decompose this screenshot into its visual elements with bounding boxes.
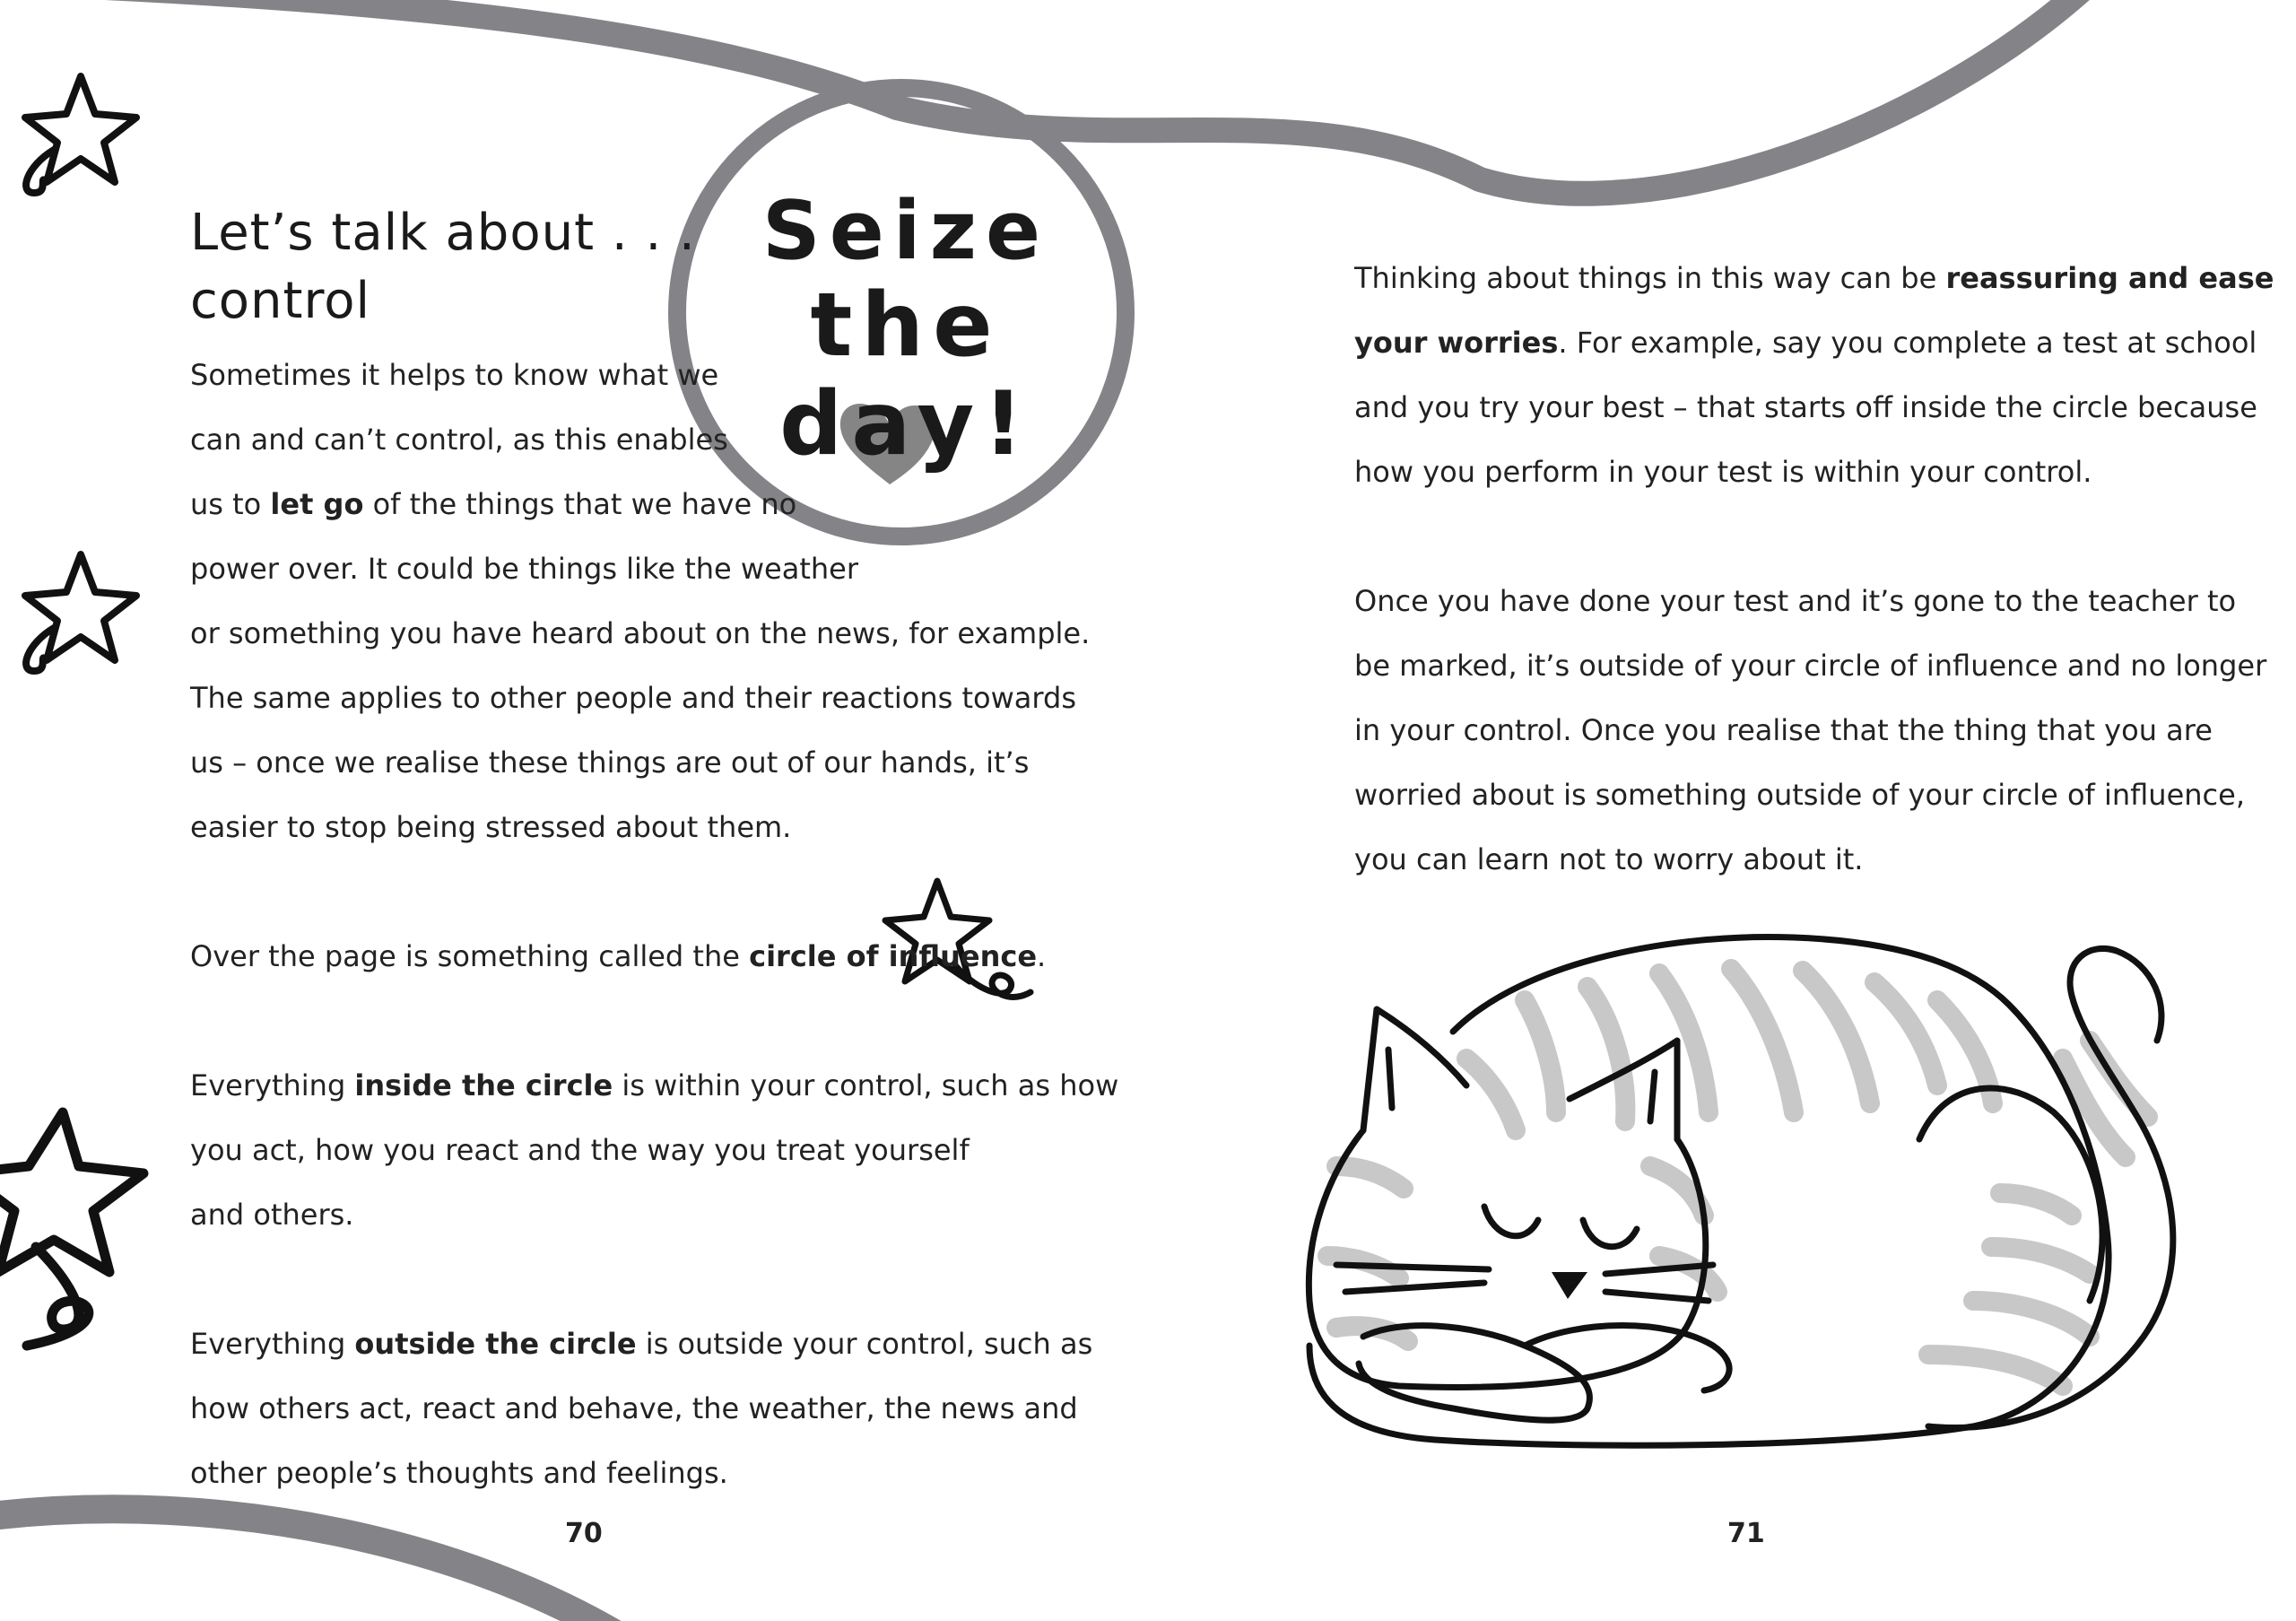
title-line-1: Let’s talk about . . . [190, 204, 696, 262]
text-line: Everything inside the circle is within your control, such as how [190, 1068, 1119, 1102]
text-line: power over. It could be things like the weather [190, 552, 859, 586]
text-line: Thinking about things in this way can be reassuring and ease [1354, 261, 2274, 295]
text-line: easier to stop being stressed about them. [190, 810, 792, 844]
bold-phrase: inside the circle [354, 1068, 613, 1102]
page-title [190, 199, 696, 336]
paragraph-control-intro [190, 343, 1090, 859]
page-number-right: 71 [1727, 1518, 1765, 1549]
text-line: worried about is something outside of your circle of influence, [1354, 778, 2245, 812]
text-line: Everything outside the circle is outside your control, such as [190, 1327, 1093, 1361]
paragraph-outside-circle [190, 1312, 1092, 1505]
cat-nose [1552, 1272, 1587, 1299]
text-line: The same applies to other people and their reactions towards [190, 681, 1076, 715]
bold-phrase: reassuring and ease [1945, 261, 2274, 295]
bold-phrase: your worries [1354, 326, 1559, 360]
bold-phrase: circle of influence [749, 939, 1038, 973]
text-line: in your control. Once you realise that the thing that you are [1354, 713, 2213, 747]
star-doodle-icon [25, 76, 136, 193]
text-line: you act, how you react and the way you treat yourself [190, 1133, 970, 1167]
text-line: Once you have done your test and it’s gone to the teacher to [1354, 584, 2237, 618]
text-line: how others act, react and behave, the weather, the news and [190, 1391, 1078, 1425]
badge-line-2: the day! [779, 275, 1032, 475]
text-line: how you perform in your test is within your control. [1354, 455, 2092, 489]
title-line-2: control [190, 272, 371, 330]
text-line: us – once we realise these things are out of our hands, it’s [190, 745, 1030, 780]
text-line: be marked, it’s outside of your circle of influence and no longer [1354, 649, 2267, 683]
text-line: Sometimes it helps to know what we [190, 358, 719, 392]
bold-phrase: let go [270, 487, 364, 521]
star-doodle-icon [25, 554, 136, 671]
paragraph-circle-of-influence [190, 924, 1046, 989]
paragraph-test-example [1354, 569, 2266, 892]
text-line: us to let go of the things that we have no [190, 487, 797, 521]
text-line: Over the page is something called the circle of influence. [190, 939, 1047, 973]
text-line: and you try your best – that starts off inside the circle because [1354, 390, 2257, 424]
top-ribbon [0, 0, 2081, 194]
bottom-ribbon [0, 1509, 628, 1621]
text-line: your worries. For example, say you complete a test at school [1354, 326, 2257, 360]
text-line: you can learn not to worry about it. [1354, 842, 1864, 876]
paragraph-reassuring [1354, 246, 2274, 504]
badge-line-1: Seize [761, 184, 1050, 278]
text-line: can and can’t control, as this enables [190, 423, 728, 457]
page-number-left: 70 [565, 1518, 603, 1549]
sleeping-cat-icon [1309, 937, 2173, 1445]
paragraph-inside-circle [190, 1053, 1118, 1247]
star-doodle-icon [0, 1112, 144, 1346]
text-line: other people’s thoughts and feelings. [190, 1456, 728, 1490]
text-line: or something you have heard about on the news, for example. [190, 616, 1091, 650]
text-line: and others. [190, 1198, 354, 1232]
bold-phrase: outside the circle [354, 1327, 637, 1361]
